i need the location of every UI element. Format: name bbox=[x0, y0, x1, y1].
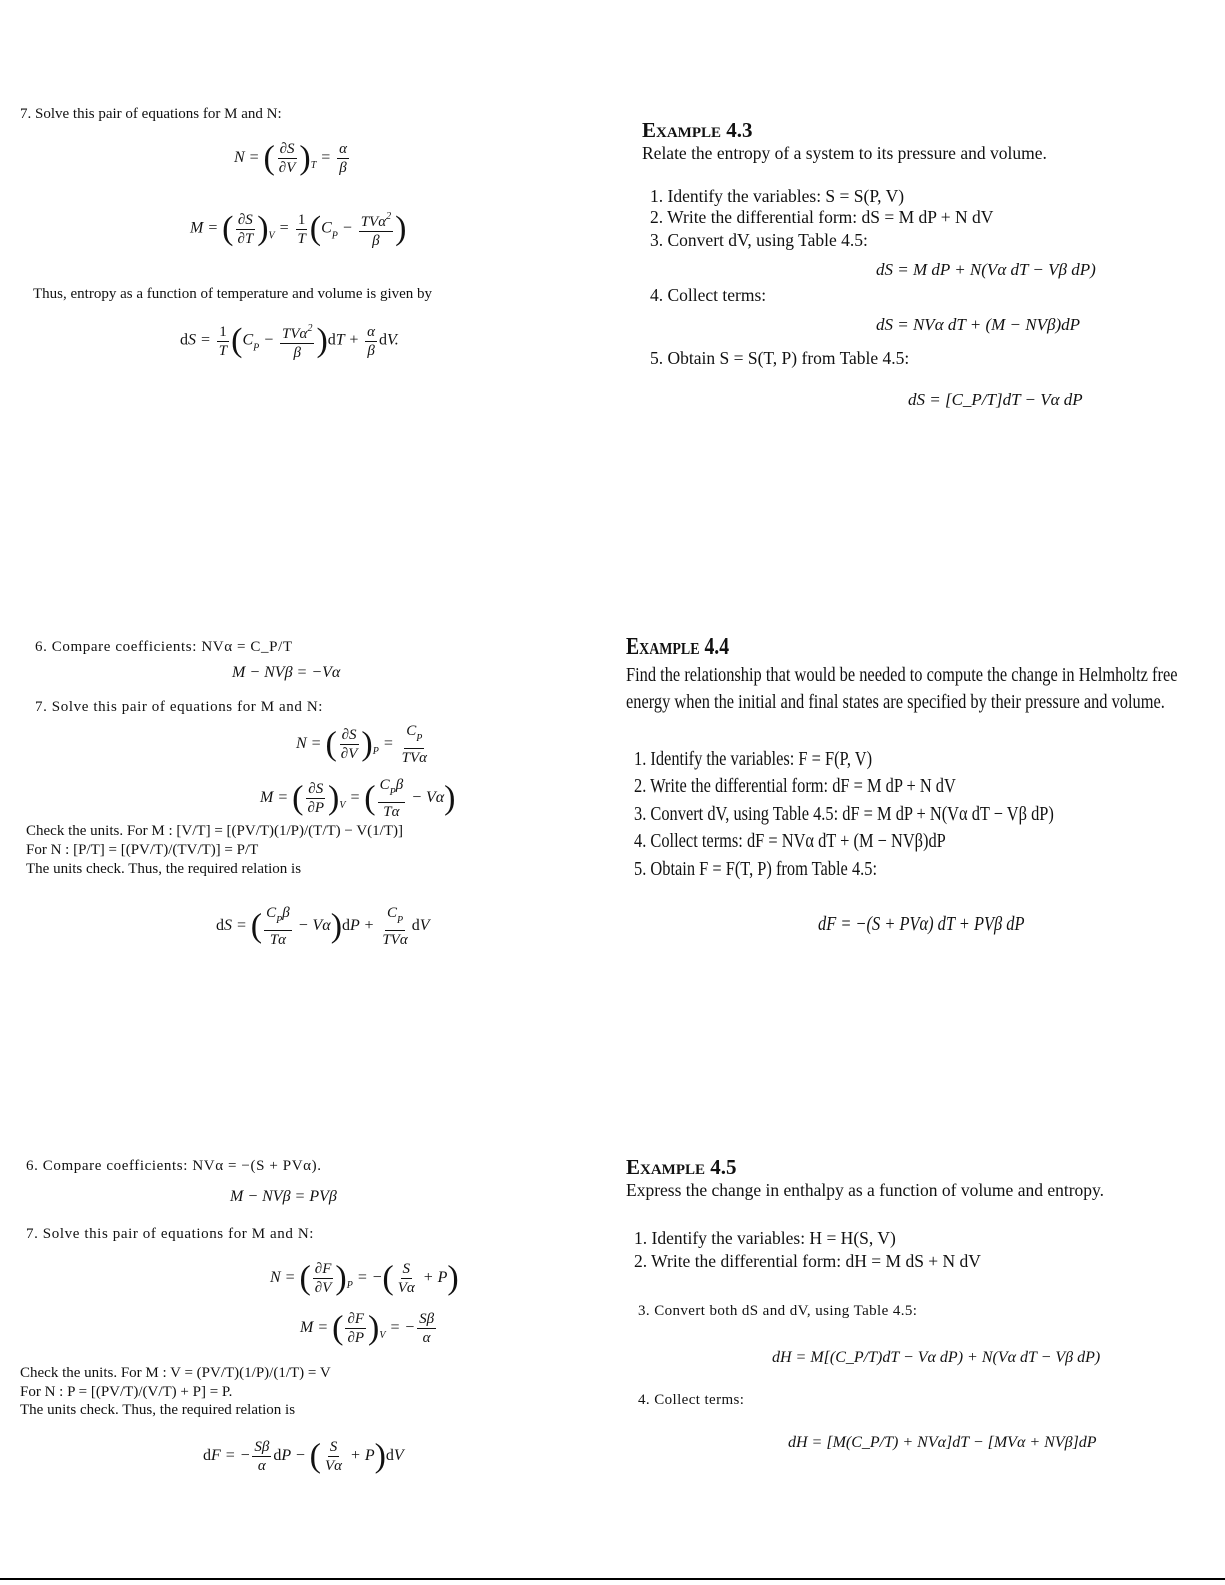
step-5: 5. Obtain S = S(T, P) from Table 4.5: bbox=[650, 348, 910, 368]
equation-step-4: dS = NVα dT + (M − NVβ)dP bbox=[876, 315, 1081, 334]
example-intro: Express the change in enthalpy as a function of volume and entropy. bbox=[626, 1180, 1105, 1200]
equation-step-5: dF = −(S + PVα) dT + PVβ dP bbox=[818, 913, 1025, 935]
equation-m: M = ( $\frac{\partial S}{\partial P}$ )$_V$ = ( $\frac{C_P\beta}{T\alpha}$ − Vα) bbox=[260, 777, 456, 820]
equation-ds: dS = ( $\frac{C_P\beta}{T\alpha}$ − Vα)dP + $\frac{C_P}{\text{TVα}}$ dV bbox=[216, 905, 430, 948]
units-check-text: The units check. Thus, the required relation is bbox=[26, 861, 302, 877]
check-units-n: For N : [P/T] = [(PV/T)/(TV/T)] = P/T bbox=[26, 842, 259, 858]
example-heading: Example 4.3 bbox=[642, 118, 753, 142]
step-2: 2. Write the differential form: dH = M dS + N dV bbox=[634, 1251, 981, 1271]
step-6-second-equation: M − NVβ = PVβ bbox=[230, 1188, 337, 1205]
equation-m: M = ( $\frac{\partial S}{\partial T}$ )$_V$ = $\frac{1}{T}$ ($C_P$ − $\frac{TV\alpha^2}{\beta}$ ) bbox=[190, 210, 407, 249]
equation-step-4: dH = [M(C_P/T) + NVα]dT − [MVα + NVβ]dP bbox=[788, 1434, 1097, 1451]
step-5: 5. Obtain F = F(T, P) from Table 4.5: bbox=[634, 858, 878, 880]
example-intro-line-1: Find the relationship that would be needed to compute the change in Helmholtz free bbox=[626, 664, 1178, 686]
step-3: 3. Convert both dS and dV, using Table 4.5: bbox=[638, 1303, 918, 1319]
step-2: 2. Write the differential form: dS = M dP + N dV bbox=[650, 207, 994, 227]
step-6-second-equation: M − NVβ = −Vα bbox=[232, 664, 341, 681]
step-3: 3. Convert dV, using Table 4.5: bbox=[650, 230, 868, 250]
step-3: 3. Convert dV, using Table 4.5: dF = M dP + N(Vα dT − Vβ dP) bbox=[634, 803, 1054, 825]
equation-m: M = ( $\frac{\partial F}{\partial P}$ )$_V$ = − $\frac{S\beta}{\alpha}$ bbox=[300, 1309, 435, 1347]
example-intro-line-2: energy when the initial and final states are specified by their pressure and volume. bbox=[626, 691, 1165, 713]
equation-df: dF = − $\frac{S\beta}{\alpha}$ dP − ( $\frac{S}{V\alpha}$ + P)dV bbox=[203, 1437, 404, 1475]
step-6-text: 6. Compare coefficients: NVα = −(S + PVα). bbox=[26, 1158, 322, 1174]
step-4: 4. Collect terms: bbox=[650, 285, 767, 305]
example-heading: Example 4.4 bbox=[626, 634, 730, 660]
check-units-m: Check the units. For M : [V/T] = [(PV/T)(1/P)/(T/T) − V(1/T)] bbox=[26, 823, 403, 839]
step-4: 4. Collect terms: bbox=[638, 1392, 745, 1408]
page-bottom-rule bbox=[0, 1578, 1225, 1580]
step-4: 4. Collect terms: dF = NVα dT + (M − NVβ)dP bbox=[634, 830, 946, 852]
step-1: 1. Identify the variables: F = F(P, V) bbox=[634, 748, 873, 770]
equation-step-3: dS = M dP + N(Vα dT − Vβ dP) bbox=[876, 260, 1096, 279]
step-7-text: 7. Solve this pair of equations for M and N: bbox=[20, 106, 282, 122]
step-1: 1. Identify the variables: H = H(S, V) bbox=[634, 1228, 896, 1248]
check-units-n: For N : P = [(PV/T)/(V/T) + P] = P. bbox=[20, 1384, 233, 1400]
example-intro: Relate the entropy of a system to its pressure and volume. bbox=[642, 143, 1047, 163]
step-7-text: 7. Solve this pair of equations for M and N: bbox=[26, 1226, 315, 1242]
step-7-text: 7. Solve this pair of equations for M and N: bbox=[35, 699, 324, 715]
equation-n: N = ( $\frac{\partial S}{\partial V}$ )$_T$ = $\frac{\alpha}{\beta}$ bbox=[234, 139, 347, 177]
equation-step-5: dS = [C_P/T]dT − Vα dP bbox=[908, 390, 1083, 409]
thus-text: Thus, entropy as a function of temperature and volume is given by bbox=[33, 286, 433, 302]
example-heading: Example 4.5 bbox=[626, 1155, 737, 1179]
units-check-text: The units check. Thus, the required relation is bbox=[20, 1402, 296, 1418]
equation-n: N = ( $\frac{\partial F}{\partial V}$ )$_P$ = −( $\frac{S}{V\alpha}$ + P) bbox=[270, 1259, 459, 1297]
equation-step-3: dH = M[(C_P/T)dT − Vα dP) + N(Vα dT − Vβ dP) bbox=[772, 1349, 1101, 1366]
check-units-m: Check the units. For M : V = (PV/T)(1/P)/(1/T) = V bbox=[20, 1365, 331, 1381]
step-6-text: 6. Compare coefficients: NVα = C_P/T bbox=[35, 639, 293, 655]
step-2: 2. Write the differential form: dF = M dP + N dV bbox=[634, 775, 956, 797]
equation-n: N = ( $\frac{\partial S}{\partial V}$ )$_P$ = $\frac{C_P}{\text{TVα}}$ bbox=[296, 723, 427, 766]
step-1: 1. Identify the variables: S = S(P, V) bbox=[650, 186, 905, 206]
equation-ds: dS = $\frac{1}{T}$ ($C_P$ − $\frac{TV\alpha^2}{\beta}$ )dT + $\frac{\alpha}{\beta}$ dV. bbox=[180, 322, 399, 361]
